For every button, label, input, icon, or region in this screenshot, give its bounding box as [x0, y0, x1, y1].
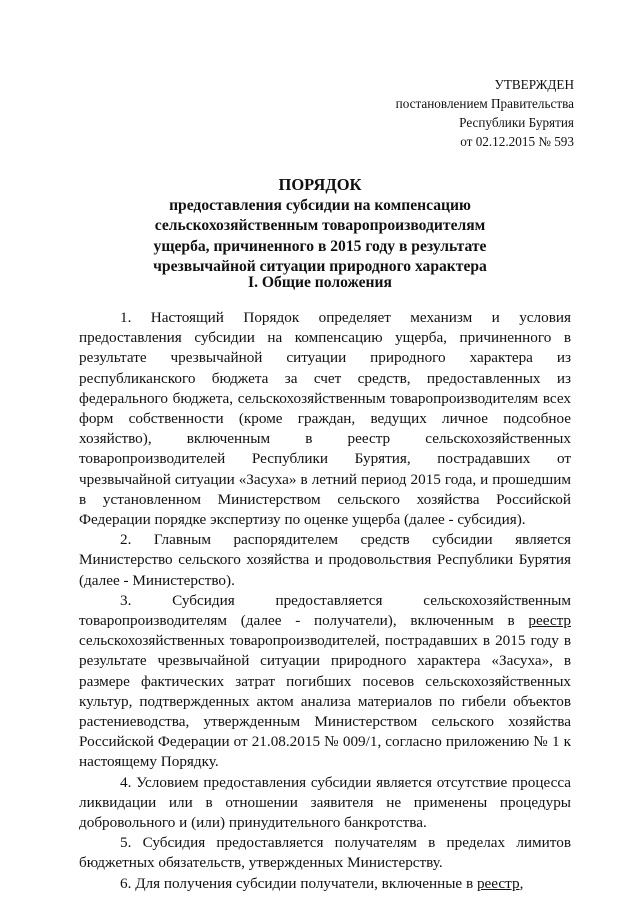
paragraph-5: 5. Субсидия предоставляется получателям в пределах лимитов бюджетных обязательств, утвержденных Министерству.	[79, 834, 571, 872]
paragraph-2: 2. Главным распорядителем средств субсидии является Министерство сельского хозяйства и продовольствия Республики Бурятия (далее - Министерство).	[79, 531, 571, 589]
paragraph-6	[79, 874, 571, 894]
paragraph-1: 1. Настоящий Порядок определяет механизм и условия предоставления субсидии на компенсацию ущерба, причиненного в результате чрезвычайной ситуации природного характера из республиканского бюджета за счет средств, предоставленных из федерального бюджета, сельскохозяйственным товаропроизводителям всех форм собственности (кроме граждан, ведущих личное подсобное хозяйство), включенным в реестр сельскохозяйственных товаропроизводителей Республики Бурятия, пострадавших от чрезвычайной ситуации «Засуха» в летний период 2015 года, и прошедшим в установленном Министерством сельского хозяйства Российской Федерации порядке экспертизу по оценке ущерба (далее - субсидия).	[79, 309, 571, 529]
registry-link[interactable]: реестр	[476, 874, 520, 892]
approval-line: УТВЕРЖДЕН	[494, 77, 574, 92]
approval-stamp	[396, 75, 574, 151]
title-main: ПОРЯДОК	[278, 175, 362, 194]
paragraph-3-text: 3. Субсидия предоставляется сельскохозяйственным товаропроизводителям (далее - получатели), включенным в	[79, 591, 571, 630]
registry-link[interactable]: реестр	[528, 612, 571, 630]
approval-line: Республики Бурятия	[459, 115, 574, 130]
paragraph-3-text: сельскохозяйственных товаропроизводителей, пострадавших в 2015 году в результате чрезвычайной ситуации природного характера «Засуха», в размере фактических затрат погибших посевов сельскохозяйственных культур, подтвержденных актом анализа материалов по гибели объектов растениеводства, утвержденным Министерством сельского хозяйства Российской Федерации от 21.08.2015 № 009/1, согласно приложению № 1 к настоящему Порядку.	[79, 632, 571, 771]
title-line: чрезвычайной ситуации природного характера	[153, 258, 487, 275]
paragraph-3	[79, 591, 571, 773]
title-line: сельскохозяйственным товаропроизводителям	[154, 217, 486, 234]
document-body	[79, 308, 571, 894]
paragraph-4: 4. Условием предоставления субсидии является отсутствие процесса ликвидации или в отношении заявителя не применены процедуры добровольного и (или) принудительного банкротства.	[79, 773, 571, 832]
title-line: предоставления субсидии на компенсацию	[169, 196, 471, 214]
section-heading: I. Общие положения	[248, 274, 392, 291]
document-title	[0, 175, 640, 278]
title-line: ущерба, причиненного в 2015 году в результате	[153, 237, 487, 255]
approval-line: постановлением Правительства	[395, 96, 574, 111]
paragraph-6-text: ,	[519, 874, 524, 892]
approval-line: от 02.12.2015 № 593	[460, 134, 574, 149]
paragraph-6-text: 6. Для получения субсидии получатели, включенные в	[120, 874, 477, 892]
